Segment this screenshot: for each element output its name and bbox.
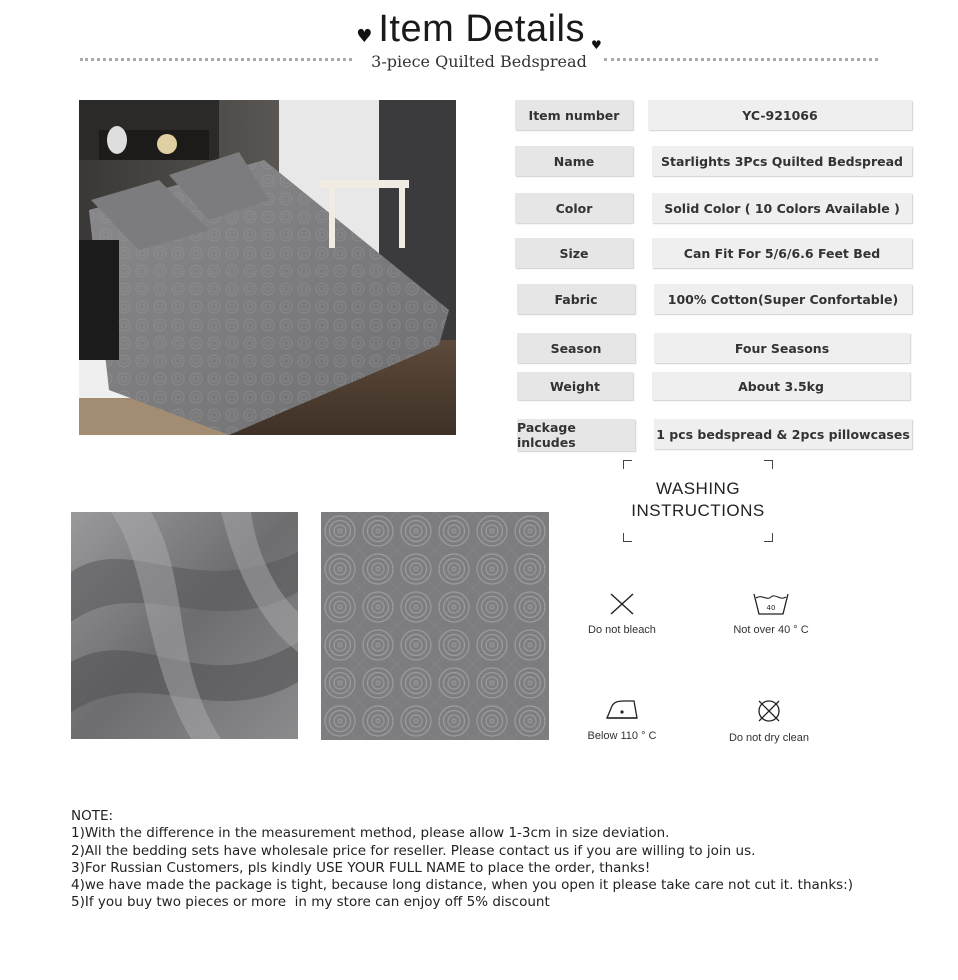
heart-icon: ♥ [591, 38, 602, 52]
spec-label: Season [517, 333, 635, 363]
washing-instructions-heading [623, 460, 773, 542]
care-label: Do not dry clean [728, 732, 810, 744]
care-item-no-bleach [557, 592, 687, 636]
notes-heading: NOTE: [71, 808, 114, 824]
washing-title-line1: WASHING [655, 479, 741, 498]
care-label: Not over 40 ° C [733, 624, 809, 636]
bedroom-photo [79, 100, 456, 435]
note-line: 3)For Russian Customers, pls kindly USE YOUR FULL NAME to place the order, thanks! [71, 859, 651, 876]
spec-label: Weight [517, 372, 633, 400]
spec-label: Fabric [517, 284, 635, 314]
spec-value: Can Fit For 5/6/6.6 Feet Bed [652, 238, 912, 268]
spec-label: Item number [515, 100, 633, 130]
wash-40-icon [753, 592, 789, 616]
spec-value: 1 pcs bedspread & 2pcs pillowcases [654, 419, 912, 449]
care-item-iron [557, 698, 687, 742]
note-line: 4)we have made the package is tight, because long distance, when you open it please take care not cut it. thanks:) [71, 877, 853, 894]
bracket-corner [764, 460, 773, 469]
bracket-corner [623, 533, 632, 542]
spec-value: Starlights 3Pcs Quilted Bedspread [652, 146, 912, 176]
care-label: Do not bleach [588, 624, 656, 636]
iron-icon [604, 698, 640, 722]
heart-icon: ♥ [356, 26, 373, 47]
wash-temp-badge: 40 [766, 604, 776, 612]
spec-value: Solid Color ( 10 Colors Available ) [652, 193, 912, 223]
spec-value: About 3.5kg [652, 372, 910, 400]
spec-value: Four Seasons [654, 333, 910, 363]
spec-label: Package inlcudes [517, 419, 635, 451]
header [0, 8, 958, 52]
spec-label: Color [515, 193, 633, 223]
note-line: 5)If you buy two pieces or more in my store can enjoy off 5% discount [71, 894, 550, 911]
spec-label: Size [515, 238, 633, 268]
note-line: 1)With the difference in the measurement method, please allow 1-3cm in size deviation. [71, 825, 670, 842]
notes-section [71, 808, 853, 912]
no-dry-clean-icon [756, 698, 782, 724]
fabric-drape-photo [71, 512, 298, 739]
care-item-wash-40 [706, 592, 836, 636]
bracket-corner [623, 460, 632, 469]
care-label: Below 110 ° C [587, 730, 657, 742]
spec-label: Name [515, 146, 633, 176]
spec-value: YC-921066 [648, 100, 912, 130]
note-line: 2)All the bedding sets have wholesale price for reseller. Please contact us if you are willing to join us. [71, 842, 756, 859]
page-title: Item Details [378, 8, 585, 50]
washing-title-line2: INSTRUCTIONS [631, 501, 765, 520]
bracket-corner [764, 533, 773, 542]
care-item-no-dry-clean [704, 698, 834, 744]
quilt-pattern-photo [321, 512, 549, 740]
page-subtitle: 3-piece Quilted Bedspread [371, 52, 587, 71]
no-bleach-icon [609, 592, 635, 616]
spec-value: 100% Cotton(Super Confortable) [654, 284, 912, 314]
